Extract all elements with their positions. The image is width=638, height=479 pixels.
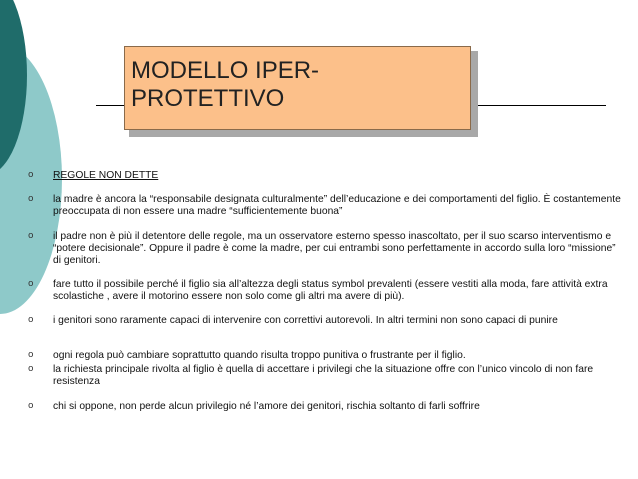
slide-title-line-2: PROTETTIVO (131, 85, 285, 112)
bullet-marker-icon: o (28, 364, 34, 374)
bullet-marker-icon: o (28, 279, 34, 289)
bullet-text: chi si oppone, non perde alcun privilegio né l’amore dei genitori, rischia soltanto di farli soffrire (53, 401, 480, 412)
title-rule-left (96, 105, 124, 106)
bullet-marker-icon: o (28, 170, 34, 180)
bullet-marker-icon: o (28, 231, 34, 241)
slide-title (124, 46, 471, 130)
bullet-text: ogni regola può cambiare soprattutto quando risulta troppo punitiva o frustrante per il figlio. (53, 350, 466, 361)
title-rule-right (476, 105, 606, 106)
bullet-text: fare tutto il possibile perché il figlio sia all’altezza degli status symbol prevalenti (essere vestiti alla moda, fare attività extra scolastiche , avere il motorino essere non solo come gli altri ma avere di più). (53, 279, 608, 302)
bullet-text: il padre non è più il detentore delle regole, ma un osservatore esterno spesso inascoltato, per il suo scarso interventismo e “potere decisionale”. Oppure il padre è come la madre, per cui entrambi sono perfettamente in accordo sulla loro “missione” di genitori. (53, 231, 616, 266)
bullet-text: la richiesta principale rivolta al figlio è quella di accettare i privilegi che la situazione offre con l’unico vincolo di non fare resistenza (53, 364, 594, 387)
bullet-marker-icon: o (28, 315, 34, 325)
bullet-text: REGOLE NON DETTE (53, 170, 159, 181)
bullet-marker-icon: o (28, 194, 34, 204)
bullet-text: i genitori sono raramente capaci di intervenire con correttivi autorevoli. In altri termini non sono capaci di punire (53, 315, 558, 326)
bullet-text: la madre è ancora la “responsabile designata culturalmente” dell’educazione e dei comportamenti del figlio. È costantemente preoccupata di non essere una madre “sufficientemente buona” (53, 194, 621, 217)
bullet-marker-icon: o (28, 350, 34, 360)
bullet-marker-icon: o (28, 401, 34, 411)
slide-title-line-1: MODELLO IPER- (131, 57, 320, 84)
